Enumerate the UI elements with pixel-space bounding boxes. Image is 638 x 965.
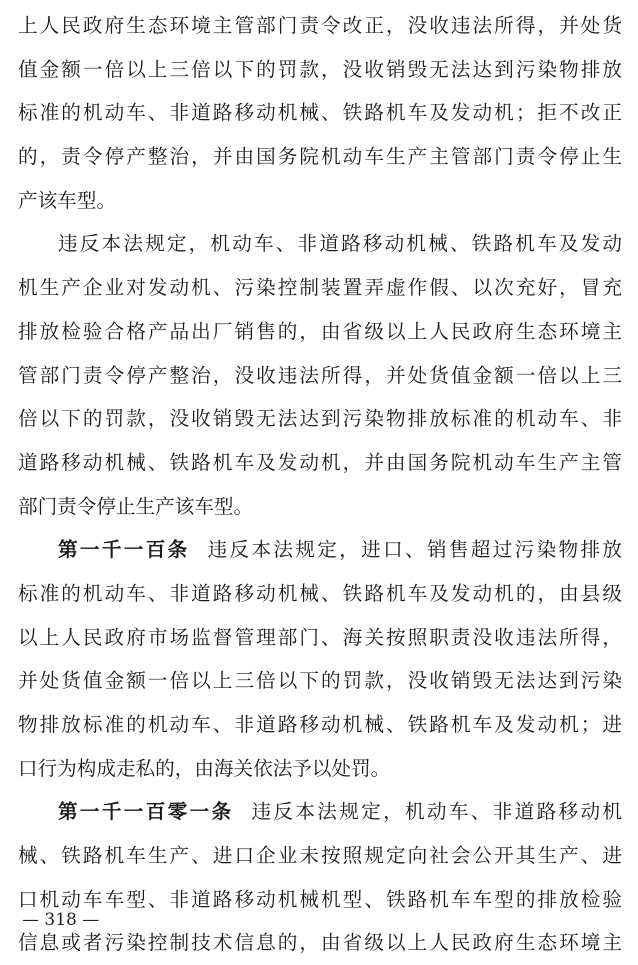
text-line: 标准的机动车、非道路移动机械、铁路机车及发动机；拒不改正 bbox=[18, 101, 622, 125]
text-line: 标准的机动车、非道路移动机械、铁路机车及发动机的，由县级 bbox=[18, 581, 622, 605]
text-line: 道路移动机械、铁路机车及发动机，并由国务院机动车生产主管 bbox=[18, 450, 622, 474]
text-line: 排放检验合格产品出厂销售的，由省级以上人民政府生态环境主 bbox=[18, 319, 622, 343]
text-line: 口机动车车型、非道路移动机械机型、铁路机车车型的排放检验 bbox=[18, 887, 622, 911]
article-heading: 第一千一百条 bbox=[58, 538, 190, 562]
text-line: 倍以下的罚款，没收销毁无法达到污染物排放标准的机动车、非 bbox=[18, 407, 622, 431]
article-1101 bbox=[18, 790, 622, 965]
text-line: 口行为构成走私的，由海关依法予以处罚。 bbox=[18, 756, 391, 780]
paragraph-engine-fraud bbox=[18, 222, 622, 528]
text-line-with-heading bbox=[18, 528, 622, 572]
document-page bbox=[18, 4, 622, 965]
paragraph-continuation bbox=[18, 4, 622, 222]
text-line-with-heading bbox=[18, 790, 622, 834]
text-line: 的，责令停产整治，并由国务院机动车生产主管部门责令停止生 bbox=[18, 145, 622, 169]
text-line: 信息或者污染控制技术信息的，由省级以上人民政府生态环境主 bbox=[18, 931, 622, 955]
text-line: 械、铁路机车生产、进口企业未按照规定向社会公开其生产、进 bbox=[18, 844, 622, 868]
article-text: 违反本法规定，机动车、非道路移动机 bbox=[251, 800, 622, 824]
text-line: 值金额一倍以上三倍以下的罚款，没收销毁无法达到污染物排放 bbox=[18, 57, 622, 81]
text-line: 管部门责令停产整治，没收违法所得，并处货值金额一倍以上三 bbox=[18, 363, 622, 387]
text-line: 以上人民政府市场监督管理部门、海关按照职责没收违法所得， bbox=[18, 625, 622, 649]
article-heading: 第一千一百零一条 bbox=[58, 800, 234, 824]
text-line: 机生产企业对发动机、污染控制装置弄虚作假、以次充好，冒充 bbox=[18, 276, 622, 300]
text-line: 物排放标准的机动车、非道路移动机械、铁路机车及发动机；进 bbox=[18, 713, 622, 736]
text-line: 并处货值金额一倍以上三倍以下的罚款，没收销毁无法达到污染 bbox=[18, 669, 622, 693]
text-line: 部门责令停止生产该车型。 bbox=[18, 494, 254, 518]
article-1100 bbox=[18, 528, 622, 790]
page-number: — 318 — bbox=[22, 910, 100, 930]
text-line: 产该车型。 bbox=[18, 188, 116, 212]
text-line: 违反本法规定，机动车、非道路移动机械、铁路机车及发动 bbox=[58, 232, 622, 256]
article-text: 违反本法规定，进口、销售超过污染物排放 bbox=[207, 538, 623, 562]
text-line: 上人民政府生态环境主管部门责令改正，没收违法所得，并处货 bbox=[18, 14, 622, 37]
